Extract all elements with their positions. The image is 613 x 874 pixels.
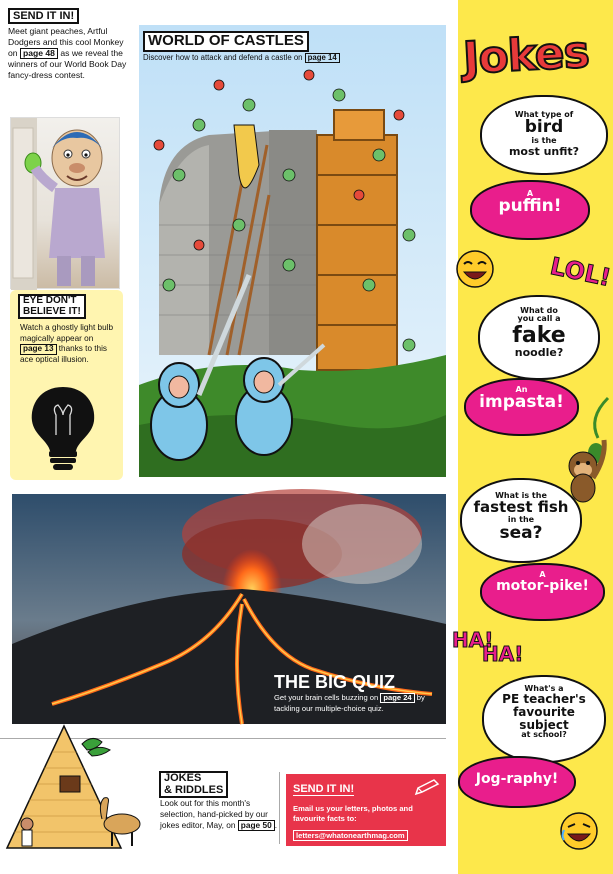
joke-3-question: What is the fastest fish in the sea? (460, 478, 582, 563)
page-ref-50[interactable]: page 50 (238, 820, 275, 831)
jokes-title: Jokes (461, 26, 590, 85)
joke-1-answer: A puffin! (470, 180, 590, 240)
jokes-column (452, 0, 613, 874)
send-it-in-text: Meet giant peaches, Artful Dodgers and this cool Monkey on page 48 as we reveal the winners of our World Book Day fancy-dress contest. (8, 26, 127, 80)
pyramid-camel-illustration (2, 724, 152, 855)
send-box-title: SEND IT IN! (293, 783, 355, 795)
joke-2-answer: An impasta! (464, 378, 579, 436)
pencil-icon (414, 778, 440, 801)
laughing-emoji-icon (454, 248, 496, 295)
eye-dont-text: Watch a ghostly light bulb magically appear on page 13 thanks to this ace optical illusion. (20, 323, 113, 364)
quiz-subtitle: Get your brain cells buzzing on page 24 by tackling our multiple-choice quiz. (274, 693, 425, 713)
jokes-riddles-text: Look out for this month's selection, hand-picked by our jokes editor, May, on page 50 . (160, 798, 278, 830)
quiz-title: THE BIG QUIZ (274, 672, 395, 692)
page-ref-48[interactable]: page 48 (20, 48, 58, 59)
castle-subtitle: Discover how to attack and defend a castle on page 14 (143, 53, 340, 63)
joke-4-answer: Jog-raphy! (458, 756, 576, 808)
light-bulb-icon (28, 385, 98, 478)
eye-dont-title: EYE DON'T BELIEVE IT! (18, 294, 86, 319)
page-ref-14[interactable]: page 14 (305, 53, 340, 63)
email-link[interactable]: letters@whatonearthmag.com (293, 830, 408, 841)
castle-title-wrap (143, 31, 309, 52)
joke-2-question: What do you call a fake noodle? (478, 295, 600, 380)
ha-exclamation-1: HA! (452, 628, 494, 652)
jokes-riddles-title-wrap (159, 771, 228, 798)
send-it-in-title: SEND IT IN! (8, 8, 79, 24)
ha-exclamation-2: HA! (482, 642, 524, 666)
joke-4-question: What's a PE teacher's favourite subject at school? (482, 675, 606, 763)
page-ref-13[interactable]: page 13 (20, 344, 57, 355)
send-it-in-winners (8, 8, 130, 81)
send-it-in-box (286, 774, 446, 846)
costume-photo (10, 117, 120, 289)
joke-3-answer: A motor-pike! (480, 563, 605, 621)
jokes-riddles-title: JOKES & RIDDLES (159, 771, 228, 798)
joke-1-question: What type of bird is the most unfit? (480, 95, 608, 175)
page-ref-24[interactable]: page 24 (380, 693, 414, 703)
vertical-divider (279, 772, 280, 844)
castle-title: WORLD OF CASTLES (143, 31, 309, 52)
laughing-emoji-icon-bottom (558, 810, 600, 857)
castle-illustration (139, 25, 446, 477)
lol-exclamation: LOL! (547, 251, 613, 293)
send-box-text: Email us your letters, photos and favourite facts to: (293, 804, 413, 824)
